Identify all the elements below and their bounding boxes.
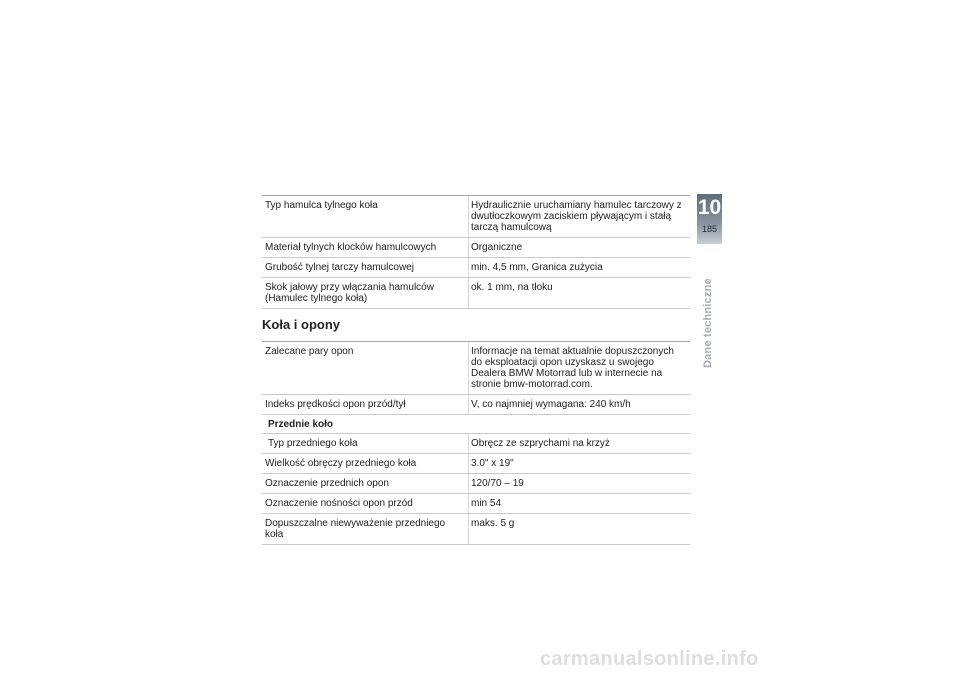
table-row [262,494,690,514]
table-row [262,278,690,309]
table-row [262,474,690,494]
spec-label: Typ przedniego koła [268,438,358,449]
spec-label: Typ hamulca tylnego koła [265,200,378,211]
spec-value: 3.0" x 19" [468,454,690,473]
spec-label: Materiał tylnych klocków hamulcowych [265,242,437,253]
spec-value: Hydraulicznie uruchamiany hamulec tarczowy z dwutłoczkowym zaciskiem pływającym i stałą tarczą hamulcową [468,196,690,237]
spec-value: min. 4,5 mm, Granica zużycia [468,258,690,277]
spec-label: Zalecane pary opon [265,346,354,357]
table-row [262,196,690,238]
spec-label: Dopuszczalne niewyważenie przedniego koła [265,518,446,540]
brake-spec-table [262,195,690,309]
spec-label: Indeks prędkości opon przód/tył [265,399,406,410]
table-row [262,454,690,474]
table-row [262,434,690,454]
spec-label: Oznaczenie nośności opon przód [265,498,413,509]
spec-value: V, co najmniej wymagana: 240 km/h [468,395,690,414]
subsection-title: Przednie koło [268,419,334,430]
table-row [262,395,690,415]
watermark: carmanualsonline.info [540,648,759,670]
spec-label: Oznaczenie przednich opon [265,478,389,489]
spec-label: Skok jałowy przy włączania hamulców (Hamulec tylnego koła) [265,282,434,304]
table-row [262,514,690,545]
spec-value: ok. 1 mm, na tłoku [468,278,690,308]
spec-value: Obręcz ze szprychami na krzyż [468,434,690,453]
table-row [262,238,690,258]
table-row [262,342,690,395]
spec-value: min 54 [468,494,690,513]
subsection-header [262,415,690,434]
table-row [262,258,690,278]
spec-label: Grubość tylnej tarczy hamulcowej [265,262,414,273]
spec-value: maks. 5 g [468,514,690,544]
chapter-tab [697,194,722,244]
manual-content [262,195,690,545]
spec-value: 120/70 – 19 [468,474,690,493]
section-title: Koła i opony [262,317,340,332]
spec-value: Organiczne [468,238,690,257]
spec-label: Wielkość obręczy przedniego koła [265,458,417,469]
page-number: 185 [701,224,718,234]
wheels-spec-table [262,341,690,545]
spec-value: Informacje na temat aktualnie dopuszczonych do eksploatacji opon uzyskasz u swojego Dealera BMW Motorrad lub w internecie na stronie bmw-motorrad.com. [468,342,690,394]
chapter-title-vertical: Dane techniczne [702,278,714,368]
chapter-number: 10 [697,196,722,219]
